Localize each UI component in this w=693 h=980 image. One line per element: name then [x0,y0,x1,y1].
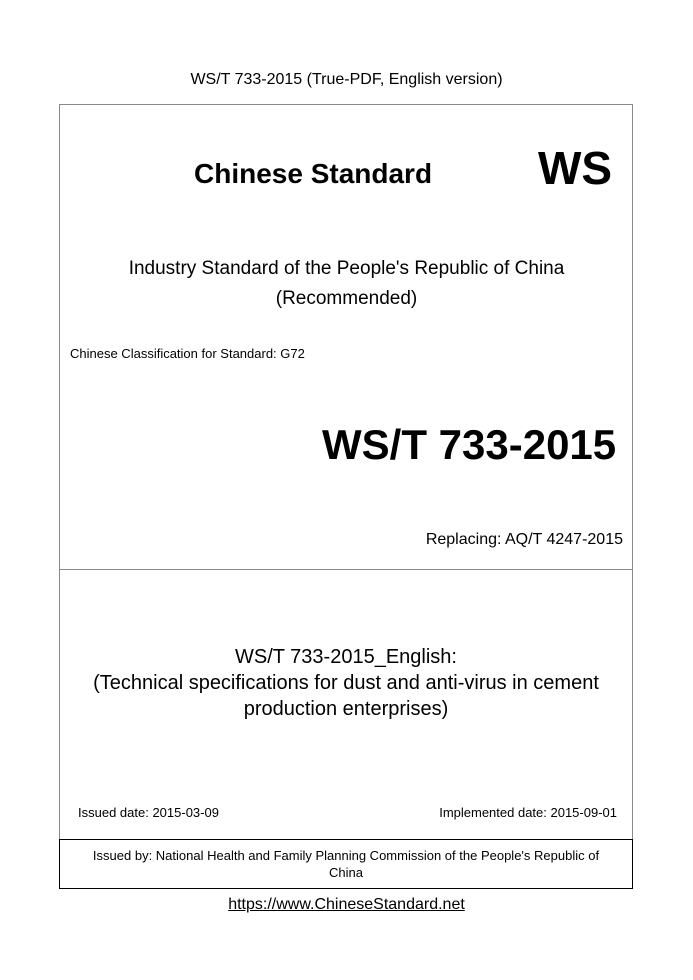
document-header-title: WS/T 733-2015 (True-PDF, English version) [190,71,503,88]
standard-number: WS/T 733-2015 [322,421,617,468]
english-title-line: (Technical specifications for dust and anti-virus in cement [93,672,599,694]
website-link[interactable]: https://www.ChineseStandard.net [228,896,465,913]
cover-frame [59,104,633,889]
issuer-line: China [329,865,363,880]
implemented-date: Implemented date: 2015-09-01 [439,805,617,820]
industry-standard-line: Industry Standard of the People's Republic of China [128,258,565,279]
section-divider [59,569,633,570]
issued-date: Issued date: 2015-03-09 [78,805,219,820]
replacing-label: Replacing: AQ/T 4247-2015 [425,531,623,548]
english-title-line: production enterprises) [243,698,449,720]
english-title-line: WS/T 733-2015_English: [235,646,457,668]
cover-heading: Chinese Standard [194,158,433,189]
recommended-label: (Recommended) [275,288,418,309]
issuer-line: Issued by: National Health and Family Planning Commission of the People's Republic of [92,848,600,863]
classification-label: Chinese Classification for Standard: G72 [70,346,305,361]
website-footer [0,895,693,915]
standard-category-mark: WS [538,142,613,194]
